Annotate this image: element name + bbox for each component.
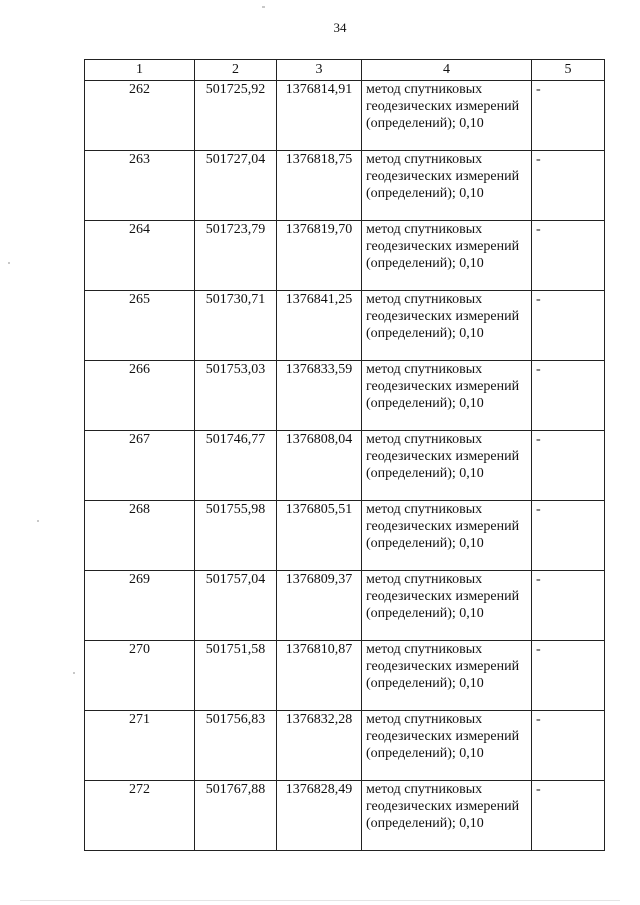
coordinate-x-cell: 501757,04 [195,571,277,641]
method-cell: метод спутниковых геодезических измерений (определений); 0,10 [362,151,532,221]
coordinate-x-cell: 501723,79 [195,221,277,291]
coordinate-x-cell: 501753,03 [195,361,277,431]
point-number-cell: 270 [85,641,195,711]
header-col-3: 3 [277,60,362,81]
method-cell: метод спутниковых геодезических измерений (определений); 0,10 [362,361,532,431]
coordinate-x-cell: 501756,83 [195,711,277,781]
page-number: 34 [333,20,347,35]
table-row [85,291,605,361]
table-row [85,781,605,851]
method-cell: метод спутниковых геодезических измерений (определений); 0,10 [362,221,532,291]
table-row [85,81,605,151]
coordinate-y-cell: 1376818,75 [277,151,362,221]
note-cell: - [532,571,605,641]
point-number-cell: 267 [85,431,195,501]
coordinates-table [84,59,605,851]
note-cell: - [532,781,605,851]
table-row [85,711,605,781]
table-header-row [85,60,605,81]
note-cell: - [532,221,605,291]
coordinate-x-cell: 501746,77 [195,431,277,501]
coordinate-x-cell: 501725,92 [195,81,277,151]
table-row [85,361,605,431]
coordinate-y-cell: 1376832,28 [277,711,362,781]
point-number-cell: 265 [85,291,195,361]
coordinate-y-cell: 1376814,91 [277,81,362,151]
coordinate-y-cell: 1376828,49 [277,781,362,851]
coordinate-x-cell: 501730,71 [195,291,277,361]
coordinate-x-cell: 501751,58 [195,641,277,711]
header-col-1: 1 [85,60,195,81]
note-cell: - [532,641,605,711]
point-number-cell: 271 [85,711,195,781]
note-cell: - [532,291,605,361]
header-col-4: 4 [362,60,532,81]
coordinate-y-cell: 1376819,70 [277,221,362,291]
coordinate-x-cell: 501767,88 [195,781,277,851]
note-cell: - [532,361,605,431]
scan-speck [262,6,265,8]
table-row [85,431,605,501]
scan-speck [20,900,620,901]
point-number-cell: 266 [85,361,195,431]
coordinate-y-cell: 1376841,25 [277,291,362,361]
coordinate-y-cell: 1376805,51 [277,501,362,571]
point-number-cell: 272 [85,781,195,851]
table-row [85,641,605,711]
header-col-5: 5 [532,60,605,81]
coordinate-y-cell: 1376808,04 [277,431,362,501]
method-cell: метод спутниковых геодезических измерений (определений); 0,10 [362,641,532,711]
table-row [85,571,605,641]
method-cell: метод спутниковых геодезических измерений (определений); 0,10 [362,781,532,851]
note-cell: - [532,151,605,221]
table-row [85,151,605,221]
coordinate-y-cell: 1376809,37 [277,571,362,641]
point-number-cell: 263 [85,151,195,221]
note-cell: - [532,431,605,501]
scan-speck [37,520,39,522]
table-row [85,221,605,291]
table-row [85,501,605,571]
scan-speck [73,672,75,674]
point-number-cell: 268 [85,501,195,571]
coordinate-y-cell: 1376810,87 [277,641,362,711]
scan-speck [8,262,10,264]
note-cell: - [532,711,605,781]
method-cell: метод спутниковых геодезических измерений (определений); 0,10 [362,711,532,781]
coordinate-x-cell: 501755,98 [195,501,277,571]
coordinate-y-cell: 1376833,59 [277,361,362,431]
point-number-cell: 264 [85,221,195,291]
point-number-cell: 262 [85,81,195,151]
point-number-cell: 269 [85,571,195,641]
coordinate-x-cell: 501727,04 [195,151,277,221]
method-cell: метод спутниковых геодезических измерений (определений); 0,10 [362,501,532,571]
method-cell: метод спутниковых геодезических измерений (определений); 0,10 [362,571,532,641]
note-cell: - [532,81,605,151]
note-cell: - [532,501,605,571]
method-cell: метод спутниковых геодезических измерений (определений); 0,10 [362,81,532,151]
method-cell: метод спутниковых геодезических измерений (определений); 0,10 [362,291,532,361]
header-col-2: 2 [195,60,277,81]
method-cell: метод спутниковых геодезических измерений (определений); 0,10 [362,431,532,501]
